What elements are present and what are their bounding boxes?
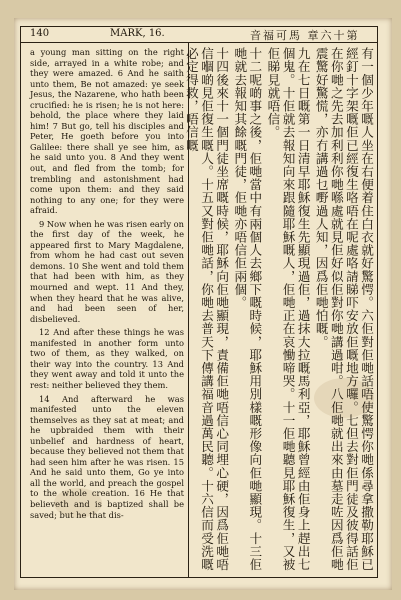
book-title-chinese: 音福可馬 章六十第 — [250, 29, 360, 42]
chinese-column — [183, 47, 374, 572]
chinese-paragraph: 九在七日嘅第一日清早耶穌復生先顯現過佢，過抹大拉嘅馬利亞，耶穌曾經由佢身上趕出七個鬼。十佢就去報知向來跟隨耶穌嘅人，佢哋正在哀慟啼哭。十一佢哋聽見耶穌復生，又被佢睇見就唔信。 — [265, 47, 311, 571]
chinese-paragraph: 有一個少年嘅人坐在右便着住白衣就好驚愕。六佢對佢哋話唔使驚愕你哋係尋拿撒勒耶穌已經釘十字架嘅佢已經復生咯唔在呢處咯請睇吓安放佢嘅地方囉。七但去對佢門徒及彼得話佢在你哋之先去加利利你哋喺處就見佢好似佢對你哋講過咁。八佢哋就出來由墓走咗因爲佢哋震驚好驚慌，亦冇講過乜嘢過人知，因爲佢哋怕嘅。 — [313, 47, 374, 571]
page-header — [20, 26, 378, 43]
chinese-paragraph: 十二呢啲事之後，佢哋當中有兩個人去鄉下嘅時候，耶穌用別樣嘅形像向佢哋顯現。十三佢哋就去報知其餘嘅門徒，佢哋亦唔信佢兩個。 — [232, 47, 263, 571]
english-paragraph: 9 Now when he was risen early on the first day of the week, he appeared first to Mary Magdalene, from whom he had cast out seven demons. 10 She went and told them that had been with him, as they mourned and wept. 11 And they, when they heard that he was alive, and had been seen of her, disbelieved. — [30, 218, 184, 324]
english-column — [30, 47, 184, 572]
english-paragraph: 12 And after these things he was manifested in another form unto two of them, as they walked, on their way into the country. 13 And they went away and told it unto the rest: neither believed they them. — [30, 327, 184, 390]
page-number: 140 — [30, 28, 50, 39]
book-title-english: MARK, 16. — [110, 28, 165, 39]
english-paragraph: 14 And afterward he was manifested unto the eleven themselves as they sat at meat; and he upbraided them with their unbelief and hardness of heart, because they believed not them that had seen him after he was risen. 15 And he said unto them, Go ye into all the world, and preach the gospel to the whole creation. 16 He that believeth and is baptized shall be saved; but he that dis- — [30, 393, 184, 520]
chinese-paragraph: 十四後來十一個門徒坐席嘅時候，耶穌向佢哋顯現，責備佢哋唔信心同埋心硬，因爲佢哋唔信嗰啲見佢復生嘅人。十五又對佢哋話，你哋去普天下傳講福音過萬民聽。十六信而受洗嘅必定得救，唔信嘅 — [183, 47, 230, 571]
english-paragraph: a young man sitting on the right side, arrayed in a white robe; and they were amazed. 6 And he saith unto them, Be not amazed: ye seek Jesus, the Nazarene, who hath been crucified: he is risen; he is not here: behold, the place where they laid him! 7 But go, tell his disciples and Peter, He goeth before you into Galilee: there shall ye see him, as he said unto you. 8 And they went out, and fled from the tomb; for trembling and astonishment had come upon them: and they said nothing to any one; for they were afraid. — [30, 47, 184, 216]
